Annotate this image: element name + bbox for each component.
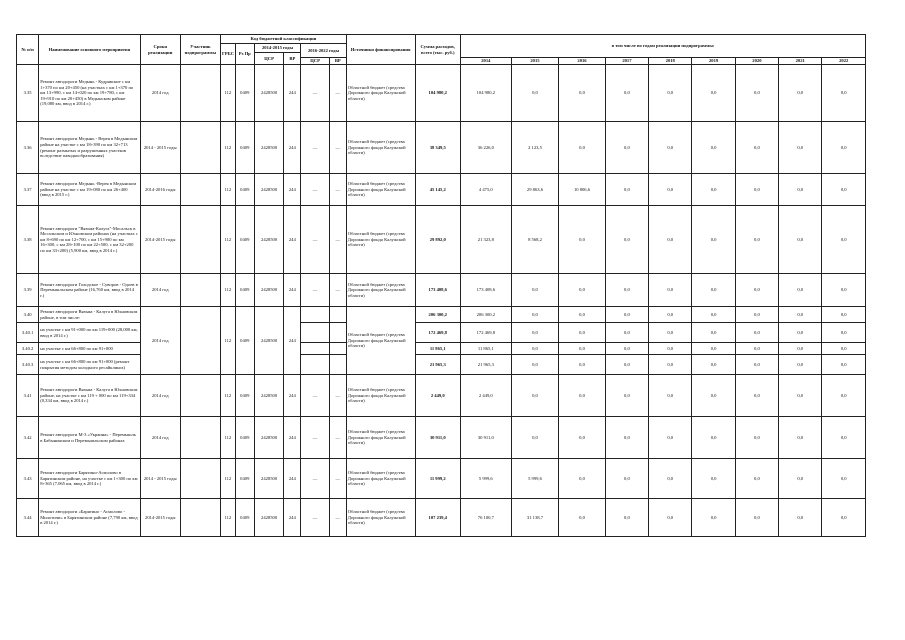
year-value: 0,0 bbox=[559, 375, 606, 417]
row-csr: 2428500 bbox=[254, 459, 284, 499]
row-source: Областной бюджет (средства Дорожного фонда Калужской области) bbox=[346, 65, 415, 122]
col-participant-header: Участник подпрограммы bbox=[180, 35, 220, 65]
year-value: 0,0 bbox=[822, 274, 866, 307]
row-source: Областной бюджет (средства Дорожного фонда Калужской области) bbox=[346, 274, 415, 307]
year-value: 0,0 bbox=[822, 459, 866, 499]
row-csr-2016: — bbox=[301, 417, 330, 459]
year-value: 0,0 bbox=[822, 355, 866, 375]
year-value: 0,0 bbox=[822, 323, 866, 343]
table-row bbox=[17, 499, 866, 537]
year-value: 0,0 bbox=[779, 122, 822, 174]
year-value: 0,0 bbox=[559, 499, 606, 537]
row-csr: 2428500 bbox=[254, 65, 284, 122]
year-value: 0,0 bbox=[605, 174, 648, 206]
row-source: Областной бюджет (средства Дорожного фонда Калужской области) bbox=[346, 375, 415, 417]
vr-header: ВР bbox=[284, 53, 301, 65]
year-value: 0,0 bbox=[605, 375, 648, 417]
row-rzpr: 0409 bbox=[235, 174, 254, 206]
table-row bbox=[17, 174, 866, 206]
row-term: 2014-2015 годы bbox=[140, 499, 180, 537]
row-csr-2016: — bbox=[301, 375, 330, 417]
row-vr-2016: — bbox=[329, 375, 346, 417]
year-value: 0,0 bbox=[511, 375, 559, 417]
year-value: 0,0 bbox=[559, 65, 606, 122]
year-value: 2 123,5 bbox=[511, 122, 559, 174]
row-grbs: 112 bbox=[220, 65, 235, 122]
year-value: 0,0 bbox=[605, 274, 648, 307]
row-csr-2016 bbox=[301, 323, 330, 343]
row-rzpr: 0409 bbox=[235, 307, 254, 375]
row-vr: 244 bbox=[284, 417, 301, 459]
row-csr-2016: — bbox=[301, 459, 330, 499]
year-value: 0,0 bbox=[779, 206, 822, 274]
year-value: 0,0 bbox=[649, 499, 692, 537]
year-value: 2 449,0 bbox=[460, 375, 511, 417]
table-body bbox=[17, 65, 866, 537]
years-1622-header: 2016-2022 годы bbox=[301, 44, 347, 58]
row-number: 3.43 bbox=[17, 459, 39, 499]
row-participant bbox=[180, 206, 220, 274]
year-header: 2019 bbox=[692, 58, 735, 65]
year-value: 0,0 bbox=[735, 274, 778, 307]
activity-name: на участке с км 91+000 по км 119+000 (28,000 км, ввод в 2014 г.) bbox=[39, 323, 140, 343]
row-rzpr: 0409 bbox=[235, 122, 254, 174]
year-value: 0,0 bbox=[649, 323, 692, 343]
row-number: 3.40.1 bbox=[17, 323, 39, 343]
row-sum: 173 408,6 bbox=[415, 274, 460, 307]
row-number: 3.39 bbox=[17, 274, 39, 307]
year-value: 0,0 bbox=[692, 122, 735, 174]
year-value: 0,0 bbox=[779, 355, 822, 375]
activity-name: Ремонт автодороги "Вязьма-Калуга"-Мосальск в Мосальском и Юхновском районах (на участках с км 8+690 по км 12+700, с км 15+900 по км 16+300, с км 28+100 по км 22+500, с км 32+200 по км 33+200) (5,900 км, ввод в 2014 г.) bbox=[39, 206, 140, 274]
row-vr-2016: — bbox=[329, 174, 346, 206]
row-grbs: 112 bbox=[220, 206, 235, 274]
row-vr-2016: — bbox=[329, 274, 346, 307]
grbs-header: ГРБС bbox=[220, 44, 235, 65]
row-sum: 29 892,0 bbox=[415, 206, 460, 274]
col-sum-header: Сумма расходов, всего (тыс. руб.) bbox=[415, 35, 460, 65]
year-value: 0,0 bbox=[692, 65, 735, 122]
year-value: 5 999,6 bbox=[511, 459, 559, 499]
activity-name: на участке с км 66+800 по км 91+000 bbox=[39, 343, 140, 355]
year-value: 0,0 bbox=[511, 323, 559, 343]
year-value: 0,0 bbox=[735, 375, 778, 417]
year-value: 0,0 bbox=[692, 206, 735, 274]
years-1415-header: 2014-2015 годы bbox=[254, 44, 301, 53]
year-value: 0,0 bbox=[559, 122, 606, 174]
year-value: 0,0 bbox=[511, 274, 559, 307]
year-value: 0,0 bbox=[735, 65, 778, 122]
year-value: 0,0 bbox=[735, 122, 778, 174]
row-rzpr: 0409 bbox=[235, 417, 254, 459]
row-vr-2016 bbox=[329, 355, 346, 375]
row-vr-2016: — bbox=[329, 499, 346, 537]
year-value: 0,0 bbox=[779, 274, 822, 307]
row-rzpr: 0409 bbox=[235, 206, 254, 274]
year-value: 0,0 bbox=[779, 499, 822, 537]
row-sum: 38 349,5 bbox=[415, 122, 460, 174]
row-csr: 2428500 bbox=[254, 174, 284, 206]
year-value: 0,0 bbox=[605, 355, 648, 375]
year-value: 0,0 bbox=[822, 417, 866, 459]
year-value: 0,0 bbox=[559, 274, 606, 307]
row-number: 3.38 bbox=[17, 206, 39, 274]
year-value: 0,0 bbox=[605, 499, 648, 537]
table-row bbox=[17, 65, 866, 122]
year-value: 0,0 bbox=[779, 343, 822, 355]
year-value: 30 911,0 bbox=[460, 417, 511, 459]
row-vr-2016: — bbox=[329, 65, 346, 122]
year-value: 206 300,2 bbox=[460, 307, 511, 323]
budget-code-header: Код бюджетной классификации bbox=[220, 35, 346, 44]
row-rzpr: 0409 bbox=[235, 274, 254, 307]
activity-name: Ремонт автодороги Вязьма - Калуга в Юхновском районе, в том числе: bbox=[39, 307, 140, 323]
row-participant bbox=[180, 307, 220, 375]
year-value: 0,0 bbox=[692, 375, 735, 417]
activity-name: Ремонт автодороги М-3 «Украина» - Перемышль в Бабынинском и Перемышльском районах bbox=[39, 417, 140, 459]
col-terms-header: Сроки реализации bbox=[140, 35, 180, 65]
year-value: 0,0 bbox=[822, 307, 866, 323]
row-term: 2014-2016 годы bbox=[140, 174, 180, 206]
row-source: Областной бюджет (средства Дорожного фонда Калужской области) bbox=[346, 206, 415, 274]
row-csr: 2428500 bbox=[254, 274, 284, 307]
row-source: Областной бюджет (средства Дорожного фонда Калужской области) bbox=[346, 499, 415, 537]
year-value: 0,0 bbox=[735, 206, 778, 274]
row-source: Областной бюджет (средства Дорожного фонда Калужской области) bbox=[346, 174, 415, 206]
row-rzpr: 0409 bbox=[235, 65, 254, 122]
row-number: 3.41 bbox=[17, 375, 39, 417]
row-vr: 244 bbox=[284, 274, 301, 307]
row-source: Областной бюджет (средства Дорожного фонда Калужской области) bbox=[346, 122, 415, 174]
row-participant bbox=[180, 459, 220, 499]
row-term: 2014-2015 годы bbox=[140, 206, 180, 274]
row-participant bbox=[180, 65, 220, 122]
row-number: 3.42 bbox=[17, 417, 39, 459]
year-value: 0,0 bbox=[692, 307, 735, 323]
row-grbs: 112 bbox=[220, 417, 235, 459]
row-csr: 2428500 bbox=[254, 375, 284, 417]
year-header: 2017 bbox=[605, 58, 648, 65]
row-participant bbox=[180, 274, 220, 307]
row-participant bbox=[180, 122, 220, 174]
year-value: 0,0 bbox=[559, 417, 606, 459]
year-value: 5 999,6 bbox=[460, 459, 511, 499]
row-participant bbox=[180, 499, 220, 537]
row-sum: 21 965,3 bbox=[415, 355, 460, 375]
year-value: 0,0 bbox=[692, 499, 735, 537]
row-vr-2016 bbox=[329, 323, 346, 343]
program-table bbox=[16, 34, 866, 537]
row-term: 2014 год bbox=[140, 65, 180, 122]
year-value: 21 965,3 bbox=[460, 355, 511, 375]
vr2-header: ВР bbox=[329, 58, 346, 65]
year-value: 0,0 bbox=[649, 122, 692, 174]
row-number: 3.40.3 bbox=[17, 355, 39, 375]
row-csr: 2428500 bbox=[254, 499, 284, 537]
activity-name: Ремонт автодороги Медынь - Верея в Медынском районе на участке с км 18+390 по км 32+713 (ремонт размытых и разрушенных участков вследствие паводкообразования) bbox=[39, 122, 140, 174]
row-participant bbox=[180, 417, 220, 459]
row-vr: 244 bbox=[284, 499, 301, 537]
year-header: 2015 bbox=[511, 58, 559, 65]
row-sum: 30 911,0 bbox=[415, 417, 460, 459]
year-header: 2020 bbox=[735, 58, 778, 65]
row-rzpr: 0409 bbox=[235, 499, 254, 537]
row-csr-2016: — bbox=[301, 65, 330, 122]
row-vr-2016: — bbox=[329, 459, 346, 499]
year-value: 0,0 bbox=[649, 65, 692, 122]
row-sum: 11 865,1 bbox=[415, 343, 460, 355]
year-header: 2021 bbox=[779, 58, 822, 65]
row-csr-2016: — bbox=[301, 174, 330, 206]
year-value: 0,0 bbox=[779, 307, 822, 323]
row-term: 2014 - 2015 годы bbox=[140, 459, 180, 499]
year-value: 0,0 bbox=[735, 459, 778, 499]
table-row bbox=[17, 375, 866, 417]
year-value: 31 138,7 bbox=[511, 499, 559, 537]
year-value: 0,0 bbox=[605, 65, 648, 122]
year-value: 0,0 bbox=[649, 375, 692, 417]
year-value: 0,0 bbox=[511, 343, 559, 355]
year-value: 0,0 bbox=[779, 459, 822, 499]
row-csr-2016: — bbox=[301, 274, 330, 307]
row-vr: 244 bbox=[284, 307, 301, 375]
row-csr-2016 bbox=[301, 355, 330, 375]
year-value: 29 863,6 bbox=[511, 174, 559, 206]
year-value: 0,0 bbox=[692, 274, 735, 307]
year-value: 0,0 bbox=[822, 206, 866, 274]
year-value: 0,0 bbox=[559, 355, 606, 375]
row-csr-2016: — bbox=[301, 499, 330, 537]
year-value: 0,0 bbox=[735, 355, 778, 375]
year-value: 0,0 bbox=[692, 343, 735, 355]
row-vr: 244 bbox=[284, 459, 301, 499]
row-grbs: 112 bbox=[220, 499, 235, 537]
year-value: 0,0 bbox=[511, 65, 559, 122]
row-vr: 244 bbox=[284, 65, 301, 122]
year-value: 0,0 bbox=[605, 417, 648, 459]
year-value: 0,0 bbox=[605, 343, 648, 355]
year-header: 2016 bbox=[559, 58, 606, 65]
row-term: 2014 год bbox=[140, 417, 180, 459]
year-value: 0,0 bbox=[605, 459, 648, 499]
year-value: 0,0 bbox=[779, 417, 822, 459]
row-sum: 2 449,0 bbox=[415, 375, 460, 417]
table-row-group bbox=[17, 307, 866, 323]
row-sum: 45 145,2 bbox=[415, 174, 460, 206]
table-row bbox=[17, 274, 866, 307]
row-grbs: 112 bbox=[220, 375, 235, 417]
table-row bbox=[17, 459, 866, 499]
row-number: 3.40 bbox=[17, 307, 39, 323]
row-sum: 206 300,2 bbox=[415, 307, 460, 323]
row-sum: 107 239,4 bbox=[415, 499, 460, 537]
row-csr-2016 bbox=[301, 307, 330, 323]
table-header bbox=[17, 35, 866, 65]
row-vr: 244 bbox=[284, 206, 301, 274]
year-value: 172 469,8 bbox=[460, 323, 511, 343]
activity-name: Ремонт автодороги Голодское - Суворов - Одоев в Перемышльском районе (16,760 км, ввод в 2014 г.) bbox=[39, 274, 140, 307]
year-value: 0,0 bbox=[735, 343, 778, 355]
year-value: 0,0 bbox=[559, 343, 606, 355]
table-row bbox=[17, 206, 866, 274]
row-csr-2016 bbox=[301, 343, 330, 355]
row-vr-2016 bbox=[329, 307, 346, 323]
activity-name: Ремонт автодороги «Барятино - Асмолово - Милотичи» в Барятинском районе (7,790 км, ввод в 2014 г.) bbox=[39, 499, 140, 537]
year-value: 0,0 bbox=[735, 307, 778, 323]
col-name-header: Наименование основного мероприятия bbox=[39, 35, 140, 65]
row-csr-2016: — bbox=[301, 206, 330, 274]
year-value: 0,0 bbox=[649, 355, 692, 375]
row-source: Областной бюджет (средства Дорожного фонда Калужской области) bbox=[346, 307, 415, 375]
row-participant bbox=[180, 174, 220, 206]
year-value: 0,0 bbox=[605, 323, 648, 343]
year-value: 0,0 bbox=[511, 355, 559, 375]
year-value: 0,0 bbox=[779, 375, 822, 417]
year-value: 0,0 bbox=[822, 174, 866, 206]
row-grbs: 112 bbox=[220, 174, 235, 206]
csr2-header: ЦСР bbox=[301, 58, 330, 65]
year-value: 0,0 bbox=[822, 65, 866, 122]
year-value: 0,0 bbox=[559, 206, 606, 274]
activity-name: Ремонт автодороги Медынь -Верея в Медынском районе на участке с км 19+080 по км 26+400 (ввод в 2015 г.) bbox=[39, 174, 140, 206]
table-row bbox=[17, 122, 866, 174]
row-grbs: 112 bbox=[220, 122, 235, 174]
row-vr: 244 bbox=[284, 174, 301, 206]
year-value: 0,0 bbox=[822, 122, 866, 174]
year-value: 0,0 bbox=[692, 459, 735, 499]
year-value: 0,0 bbox=[605, 307, 648, 323]
row-csr: 2428500 bbox=[254, 206, 284, 274]
row-vr: 244 bbox=[284, 122, 301, 174]
year-value: 0,0 bbox=[605, 206, 648, 274]
row-sum: 172 469,8 bbox=[415, 323, 460, 343]
row-sum: 11 999,2 bbox=[415, 459, 460, 499]
row-rzpr: 0409 bbox=[235, 459, 254, 499]
year-value: 0,0 bbox=[692, 417, 735, 459]
year-value: 36 226,0 bbox=[460, 122, 511, 174]
year-value: 0,0 bbox=[735, 174, 778, 206]
year-value: 0,0 bbox=[692, 355, 735, 375]
row-source: Областной бюджет (средства Дорожного фонда Калужской области) bbox=[346, 417, 415, 459]
year-value: 0,0 bbox=[735, 323, 778, 343]
year-value: 0,0 bbox=[559, 323, 606, 343]
row-csr-2016: — bbox=[301, 122, 330, 174]
row-term: 2014 год bbox=[140, 375, 180, 417]
activity-name: на участке с км 66+800 по км 91+000 (ремонт покрытия методом холодного ресайклинга) bbox=[39, 355, 140, 375]
col-sources-header: Источники финансирования bbox=[346, 35, 415, 65]
row-number: 3.44 bbox=[17, 499, 39, 537]
row-csr: 2428500 bbox=[254, 307, 284, 375]
year-header: 2022 bbox=[822, 58, 866, 65]
activity-name: Ремонт автодороги Барятино-Асмолово в Барятинском районе, на участке с км 1+300 по км 8+365 (7,065 км, ввод в 2014 г.) bbox=[39, 459, 140, 499]
table-row bbox=[17, 417, 866, 459]
row-vr-2016 bbox=[329, 343, 346, 355]
row-rzpr: 0409 bbox=[235, 375, 254, 417]
row-csr: 2428500 bbox=[254, 417, 284, 459]
year-value: 0,0 bbox=[822, 343, 866, 355]
by-years-header: в том числе по годам реализации подпрограммы: bbox=[460, 35, 865, 58]
year-value: 0,0 bbox=[649, 307, 692, 323]
year-value: 76 100,7 bbox=[460, 499, 511, 537]
year-value: 4 475,0 bbox=[460, 174, 511, 206]
year-value: 0,0 bbox=[692, 323, 735, 343]
year-value: 0,0 bbox=[779, 323, 822, 343]
rzpr-header: Рз Пр bbox=[235, 44, 254, 65]
row-source: Областной бюджет (средства Дорожного фонда Калужской области) bbox=[346, 459, 415, 499]
year-value: 104 980,2 bbox=[460, 65, 511, 122]
year-value: 10 806,6 bbox=[559, 174, 606, 206]
year-value: 0,0 bbox=[649, 206, 692, 274]
row-vr-2016: — bbox=[329, 206, 346, 274]
col-num-header: № п/п bbox=[17, 35, 39, 65]
year-value: 0,0 bbox=[649, 459, 692, 499]
row-number: 3.40.2 bbox=[17, 343, 39, 355]
activity-name: Ремонт автодороги Медынь - Кудрявские с км 1+370 по км 20+450 (на участках с км 1+370 по км 13+990, с км 14+020 по км 19+780, с км 19+910 по км 20+450) в Медынском районе (19,080 км, ввод в 2014 г.) bbox=[39, 65, 140, 122]
activity-name: Ремонт автодороги Вязьма - Калуга в Юхновском районе, на участке с км 119 + 000 по км 119+334 (0,334 км, ввод в 2014 г.) bbox=[39, 375, 140, 417]
year-value: 0,0 bbox=[735, 499, 778, 537]
year-value: 21 323,8 bbox=[460, 206, 511, 274]
row-grbs: 112 bbox=[220, 274, 235, 307]
year-value: 0,0 bbox=[649, 274, 692, 307]
row-term: 2014 год bbox=[140, 274, 180, 307]
row-grbs: 112 bbox=[220, 459, 235, 499]
row-participant bbox=[180, 375, 220, 417]
year-value: 0,0 bbox=[559, 459, 606, 499]
csr-header: ЦСР bbox=[254, 53, 284, 65]
year-value: 0,0 bbox=[822, 499, 866, 537]
year-value: 0,0 bbox=[511, 307, 559, 323]
year-value: 0,0 bbox=[649, 174, 692, 206]
year-value: 173 408,6 bbox=[460, 274, 511, 307]
year-value: 0,0 bbox=[822, 375, 866, 417]
year-value: 11 865,1 bbox=[460, 343, 511, 355]
year-value: 0,0 bbox=[605, 122, 648, 174]
year-value: 0,0 bbox=[779, 174, 822, 206]
row-vr-2016: — bbox=[329, 122, 346, 174]
row-number: 3.36 bbox=[17, 122, 39, 174]
year-value: 0,0 bbox=[649, 417, 692, 459]
year-header: 2014 bbox=[460, 58, 511, 65]
year-value: 0,0 bbox=[779, 65, 822, 122]
year-value: 0,0 bbox=[649, 343, 692, 355]
row-grbs: 112 bbox=[220, 307, 235, 375]
year-value: 8 568,2 bbox=[511, 206, 559, 274]
row-term: 2014 год bbox=[140, 307, 180, 375]
year-header: 2018 bbox=[649, 58, 692, 65]
row-vr-2016: — bbox=[329, 417, 346, 459]
row-term: 2014 - 2015 годы bbox=[140, 122, 180, 174]
year-value: 0,0 bbox=[692, 174, 735, 206]
row-number: 3.37 bbox=[17, 174, 39, 206]
row-sum: 104 980,2 bbox=[415, 65, 460, 122]
year-value: 0,0 bbox=[559, 307, 606, 323]
row-csr: 2428500 bbox=[254, 122, 284, 174]
row-vr: 244 bbox=[284, 375, 301, 417]
year-value: 0,0 bbox=[735, 417, 778, 459]
year-value: 0,0 bbox=[511, 417, 559, 459]
row-number: 3.35 bbox=[17, 65, 39, 122]
